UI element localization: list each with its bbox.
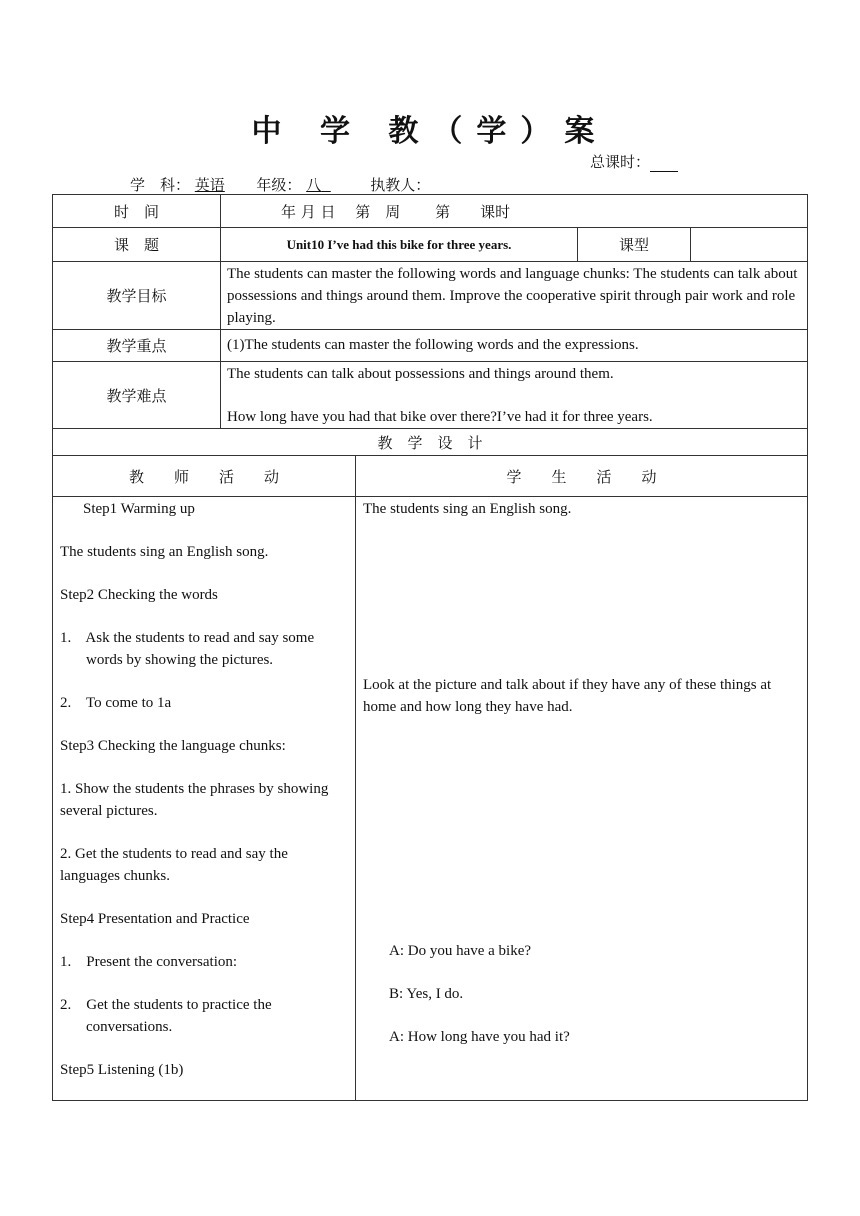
topic-row: [53, 228, 808, 262]
lesson-plan-table: [52, 194, 808, 1101]
teacher-blank: [430, 180, 534, 195]
teacher-activity-header: 教 师 活 动: [53, 456, 356, 497]
step5-title: Step5 Listening (1b): [60, 1062, 184, 1078]
student-activities: [356, 497, 808, 1101]
step2-item-2: 2. To come to 1a: [60, 695, 172, 711]
step4-item-2: 2. Get the students to practice the conversations.: [60, 997, 276, 1035]
time-value: 年 月 日 第 周 第 课时: [221, 195, 808, 228]
goal-cell: [221, 262, 808, 330]
subject-value: 英语: [194, 176, 225, 194]
total-lessons: [590, 151, 678, 172]
step3-title: Step3 Checking the language chunks:: [60, 738, 286, 754]
subject-label: 学 科：: [130, 176, 191, 194]
dialogue-line-1: A: Do you have a bike?: [389, 943, 532, 959]
key-value: (1)The students can master the following words and the expressions.: [221, 330, 808, 362]
step4-item-1: 1. Present the conversation:: [60, 954, 238, 970]
key-row: [53, 330, 808, 362]
subject-line: [130, 174, 534, 195]
student-activity-1: The students sing an English song.: [363, 501, 572, 517]
time-label: 时 间: [53, 195, 221, 228]
difficulty-row: [53, 362, 808, 429]
topic-value: Unit10 I’ve had this bike for three years.: [221, 228, 578, 262]
type-label: 课型: [578, 228, 691, 262]
key-label: 教学重点: [53, 330, 221, 362]
teacher-label: 执教人：: [370, 176, 431, 194]
step3-item-2: 2. Get the students to read and say the languages chunks.: [60, 846, 288, 884]
design-label: 教 学 设 计: [53, 429, 808, 456]
total-lessons-blank: [650, 157, 678, 172]
page-title: 中 学 教（学）案: [251, 114, 609, 149]
step2-item-1: 1. Ask the students to read and say some words by showing the pictures.: [60, 630, 318, 668]
difficulty-cell: [221, 362, 808, 429]
type-value: [691, 228, 808, 262]
grade-value: 八: [306, 176, 322, 194]
step4-title: Step4 Presentation and Practice: [60, 911, 250, 927]
step3-item-1: 1. Show the students the phrases by showing several pictures.: [60, 781, 329, 819]
goal-label: 教学目标: [53, 262, 221, 330]
dialogue-line-3: A: How long have you had it?: [389, 1029, 570, 1045]
student-activity-2: Look at the picture and talk about if they have any of these things at home and how long they have had.: [363, 677, 772, 715]
step2-title: Step2 Checking the words: [60, 587, 218, 603]
difficulty-label: 教学难点: [53, 362, 221, 429]
design-row: [53, 429, 808, 456]
student-activity-header: 学 生 活 动: [356, 456, 808, 497]
teacher-activities: [53, 497, 356, 1101]
step1-title: Step1 Warming up: [83, 501, 195, 517]
grade-label: 年级：: [256, 176, 302, 194]
activity-content-row: [53, 497, 808, 1101]
dialogue-line-2: B: Yes, I do.: [389, 986, 464, 1002]
difficulty-line-1: The students can talk about possessions and things around them.: [227, 366, 614, 382]
goal-value: The students can master the following words and language chunks: The students can talk about possessions and things around them. Improve the cooperative spirit through pair work and role playing.: [227, 265, 798, 326]
step1-text: The students sing an English song.: [60, 544, 269, 560]
time-row: [53, 195, 808, 228]
activity-header-row: [53, 456, 808, 497]
difficulty-line-2: How long have you had that bike over there?I’ve had it for three years.: [227, 409, 653, 425]
total-lessons-label: 总课时：: [590, 153, 651, 171]
topic-label: 课 题: [53, 228, 221, 262]
goal-row: [53, 262, 808, 330]
